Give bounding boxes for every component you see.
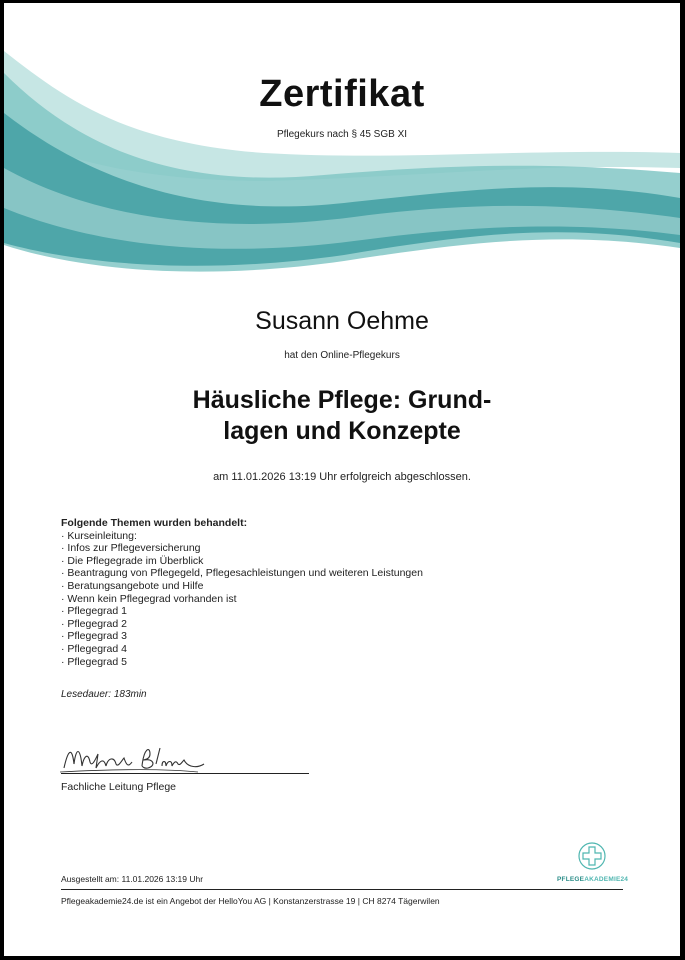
certificate-title: Zertifikat <box>259 73 425 115</box>
reading-time: Lesedauer: 183min <box>61 689 147 700</box>
list-item: · Infos zur Pflegeversicherung <box>61 542 423 555</box>
completed-intro: hat den Online-Pflegekurs <box>284 350 400 361</box>
completion-statement: am 11.01.2026 13:19 Uhr erfolgreich abgeschlossen. <box>213 471 471 483</box>
list-item: · Kurseinleitung: <box>61 530 423 543</box>
course-title-line1: Häusliche Pflege: Grund- <box>192 386 492 414</box>
decorative-wave-header <box>4 3 680 303</box>
list-item: · Beratungsangebote und Hilfe <box>61 580 423 593</box>
list-item: · Pflegegrad 2 <box>61 618 423 631</box>
cross-circle-logo-icon <box>577 841 607 871</box>
recipient-name: Susann Oehme <box>255 307 429 335</box>
footer-divider <box>61 889 623 890</box>
certificate-page <box>4 3 680 956</box>
course-title-line2: lagen und Konzepte <box>223 417 461 445</box>
topics-heading: Folgende Themen wurden behandelt: <box>61 517 248 529</box>
course-title <box>4 385 680 447</box>
handwritten-signature <box>58 738 208 778</box>
issued-date: Ausgestellt am: 11.01.2026 13:19 Uhr <box>61 874 204 884</box>
pflegeakademie-logo <box>557 841 627 885</box>
list-item: · Die Pflegegrade im Überblick <box>61 555 423 568</box>
topics-section <box>61 517 423 668</box>
list-item: · Pflegegrad 4 <box>61 643 423 656</box>
signature-role: Fachliche Leitung Pflege <box>61 781 176 793</box>
list-item: · Wenn kein Pflegegrad vorhanden ist <box>61 593 423 606</box>
list-item: · Beantragung von Pflegegeld, Pflegesachleistungen und weiteren Leistungen <box>61 567 423 580</box>
topics-list <box>61 530 423 669</box>
footer-text: Pflegeakademie24.de ist ein Angebot der HelloYou AG | Konstanzerstrasse 19 | CH 8274 Tägerwilen <box>61 896 440 906</box>
list-item: · Pflegegrad 1 <box>61 605 423 618</box>
signature-line <box>61 773 309 774</box>
certificate-subtitle: Pflegekurs nach § 45 SGB XI <box>276 129 408 140</box>
list-item: · Pflegegrad 3 <box>61 630 423 643</box>
logo-wordmark: PFLEGEAKADEMIE24 <box>557 876 629 883</box>
list-item: · Pflegegrad 5 <box>61 656 423 669</box>
